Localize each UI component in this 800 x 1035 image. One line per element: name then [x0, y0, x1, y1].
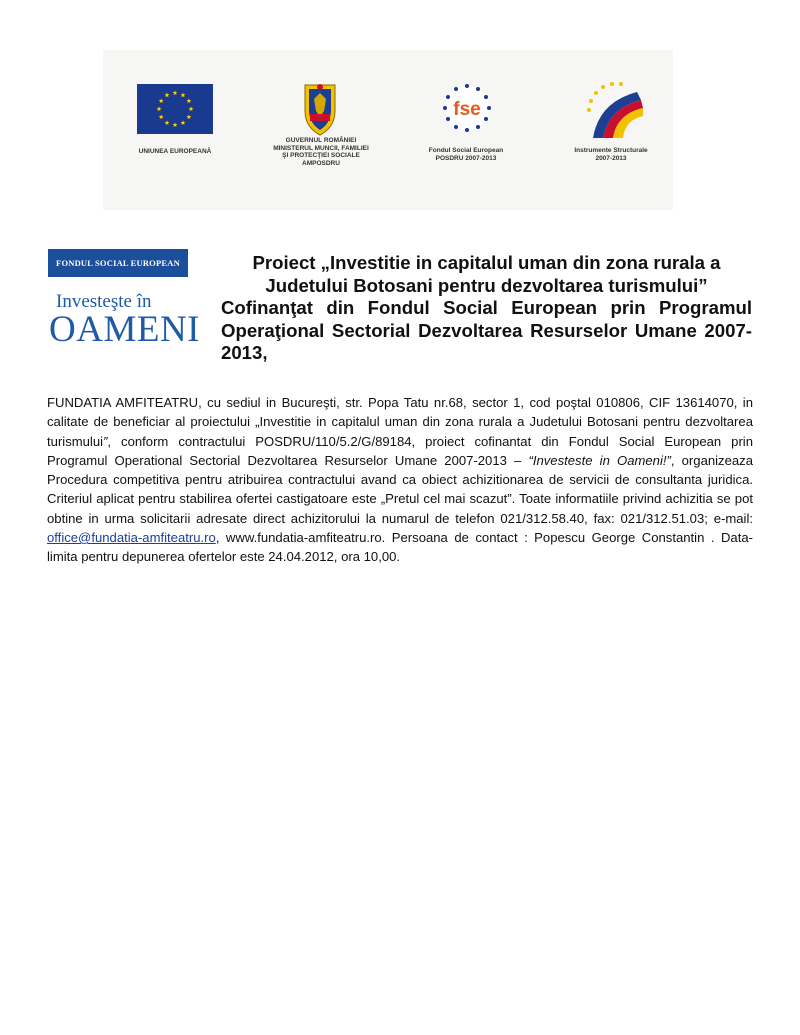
eu-flag-logo [137, 84, 213, 134]
is-caption-line: 2007-2013 [595, 154, 627, 162]
paragraph-text: , www.fundatia-amfiteatru.ro. Persoana de contact : Popescu George Constantin . Data-limita pentru depunerea ofertelor este 24.04.2012, ora 10,00. [47, 530, 753, 565]
fse-caption [408, 147, 524, 162]
government-caption [256, 137, 386, 167]
fse-caption-line: Fondul Social European [428, 147, 504, 154]
logo-band [103, 50, 673, 210]
email-link[interactable]: office@fundatia-amfiteatru.ro [47, 530, 216, 546]
fse-logo [439, 82, 495, 134]
eu-caption: UNIUNEA EUROPEANĂ [138, 148, 212, 155]
gov-caption-line: AMPOSDRU [302, 159, 340, 167]
title-cofinantare: Cofinanţat din Fondul Social European prin Programul Operaţional Sectorial Dezvoltarea Resurselor Umane 2007- 2013, [221, 297, 752, 363]
organization-name: FUNDATIA AMFITEATRU, [47, 395, 202, 410]
paragraph-text: cu sediul in Bucureşti, str. Popa Tatu nr.68, sector 1, cod poştal 010806, CIF 13614070, in calitate de beneficiar al proiectului „Investitie in capitalul uman din zona rurala a Judetului Botosani pentru dezvoltarea turismului [47, 395, 753, 449]
announcement-paragraph [47, 393, 753, 567]
closing-quote: ” [103, 433, 108, 449]
is-caption-line: Instrumente Structurale [574, 147, 648, 154]
instrumente-structurale-caption [553, 147, 669, 162]
paragraph-text: , organizeaza Procedura competitiva pentru atribuirea contractului avand ca obiect achizitionarea de servicii de consultanta juridica. Criteriul aplicat pentru stabilirea ofertei castigatoare este „Pretul cel mai scazut”. Toate informatiile privind achizitia se pot obtine in urma solicitarii adresate direct achizitorului la numarul de telefon 021/312.58.40, fax: 021/312.51.03; e-mail: [47, 452, 753, 526]
gov-caption-line: MINISTERUL MUNCII, FAMILIEI [273, 144, 369, 152]
title-line-2: Judetului Botosani pentru dezvoltarea turismului” [265, 274, 708, 296]
romania-coat-of-arms-logo [299, 81, 341, 137]
fse-mark: fse [453, 99, 481, 120]
instrumente-structurale-logo [581, 80, 643, 138]
gov-caption-line: ŞI PROTECŢIEI SOCIALE [282, 152, 360, 159]
fondul-social-european-banner: FONDUL SOCIAL EUROPEAN [48, 249, 188, 277]
gov-caption-line: GUVERNUL ROMÂNIEI [285, 137, 357, 144]
paragraph-text: , conform contractului POSDRU/110/5.2/G/89184, proiect cofinantat din Fondul Social European prin Programul Operational Sectorial Dezvoltarea Resurselor Umane 2007-2013 – [47, 433, 753, 468]
oameni-text: OAMENI [49, 309, 200, 350]
title-line-1: Proiect „Investitie in capitalul uman din zona rurala a [252, 252, 721, 273]
slogan-text: “Investeste in Oameni!” [528, 452, 671, 468]
fse-caption-line: POSDRU 2007-2013 [435, 154, 497, 162]
investeste-in-text: Investeşte în [56, 291, 152, 312]
project-title [221, 252, 752, 365]
